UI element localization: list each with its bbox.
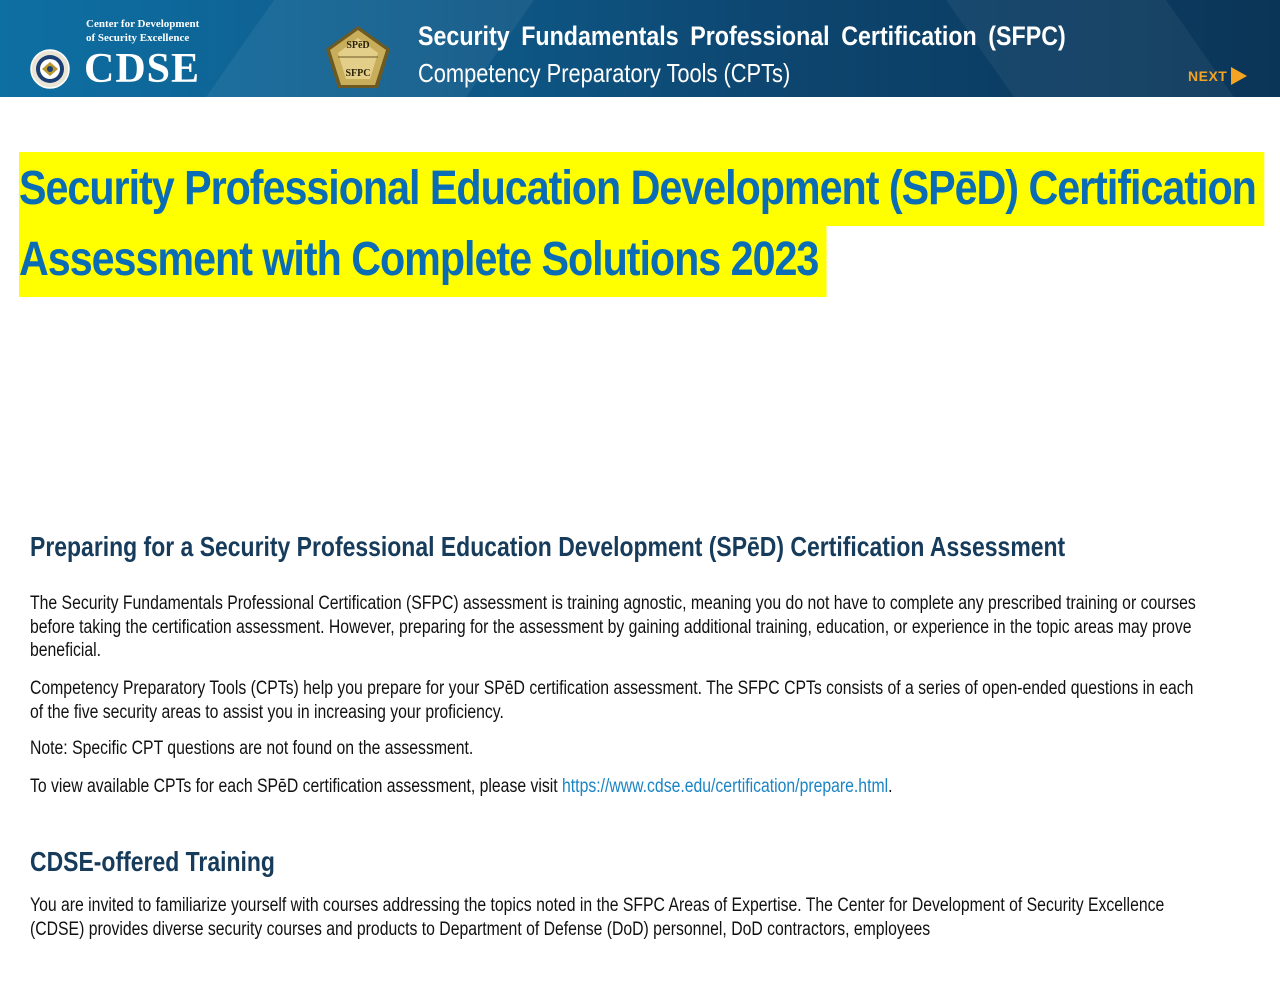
preparing-para-4-suffix: . [888,776,893,797]
org-name-line2: of Security Excellence [86,32,190,44]
preparing-para-4-text: To view available CPTs for each SPēD certification assessment, please visit [30,776,563,797]
preparing-para-4 [30,775,1209,799]
header-subtitle: Competency Preparatory Tools (CPTs) [418,58,791,88]
main-title-line2: Assessment with Complete Solutions 2023 [19,223,827,297]
training-heading: CDSE-offered Training [30,846,275,877]
next-button[interactable] [1188,66,1247,86]
badge-text-bottom: SFPC [345,68,371,79]
play-arrow-icon [1231,67,1247,85]
training-para-1: You are invited to familiarize yourself with courses addressing the topics noted in the SFPC Areas of Expertise. The Center for Development of Security Excellence (CDSE) provides diverse security courses and products to Department of Defense (DoD) personnel, DoD contractors, employees [30,895,1165,940]
org-name-line1: Center for Development [86,18,200,30]
preparing-heading: Preparing for a Security Professional Education Development (SPēD) Certification Assessment [30,531,1066,562]
preparing-para-1: The Security Fundamentals Professional Certification (SFPC) assessment is training agnostic, meaning you do not have to complete any prescribed training or courses before taking the certification assessment. However, preparing for the assessment by gaining additional training, education, or experience in the topic areas may prove beneficial. [30,593,1196,661]
preparing-para-2: Competency Preparatory Tools (CPTs) help you prepare for your SPēD certification assessment. The SFPC CPTs consists of a series of open-ended questions in each of the five security areas to assist you in increasing your proficiency. [30,678,1194,723]
badge-text-top: SPēD [346,40,370,51]
header-title: Security Fundamentals Professional Certification (SFPC) [418,21,1066,51]
page-header [0,0,1280,97]
preparing-note: Note: Specific CPT questions are not found on the assessment. [30,738,474,759]
sped-sfpc-badge-icon [324,24,392,90]
main-title [19,153,1256,295]
cdse-logo[interactable]: CDSE [84,46,201,92]
next-button-label: NEXT [1188,68,1228,84]
org-name [86,17,246,45]
dod-seal-icon [30,49,70,89]
prepare-link[interactable]: https://www.cdse.edu/certification/prepare.html [562,776,889,797]
main-title-line1: Security Professional Education Development (SPēD) Certification [19,152,1264,226]
